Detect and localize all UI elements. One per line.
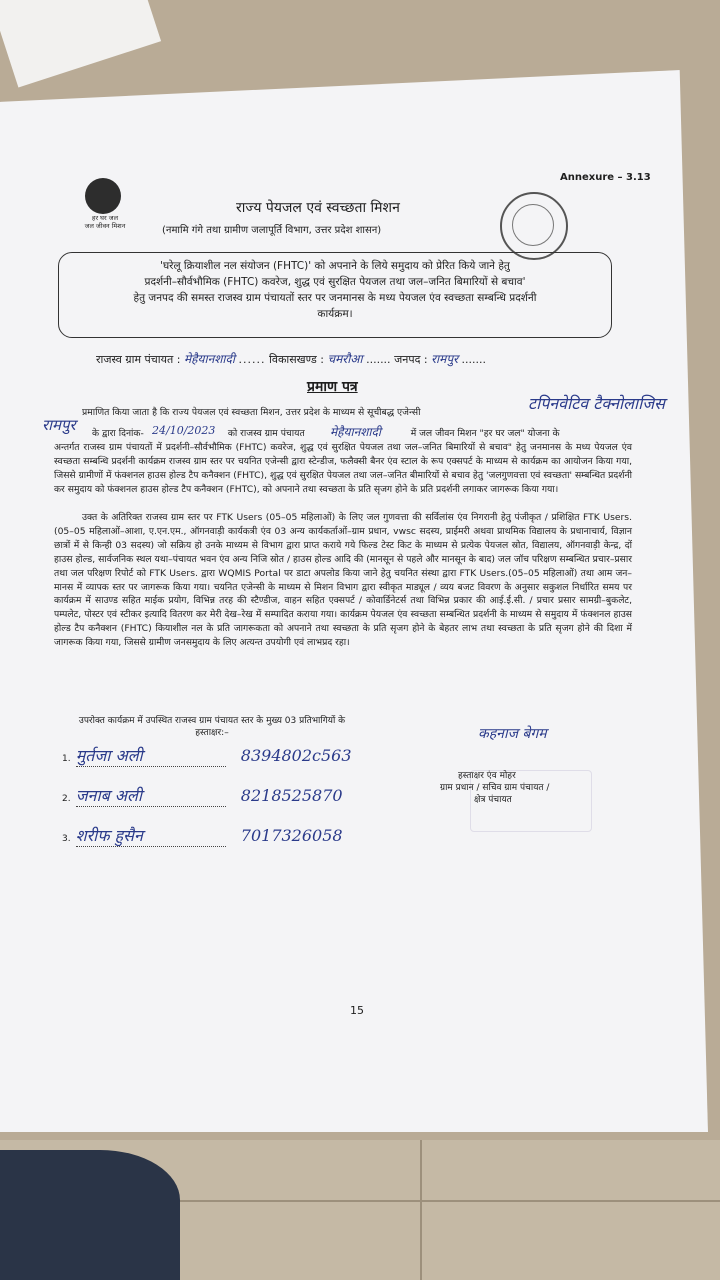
participant-name: मुर्तजा अली bbox=[76, 744, 226, 767]
para1-line1: प्रमाणित किया जाता है कि राज्य पेयजल एवं स्वच्छता मिशन, उत्तर प्रदेश के माध्यम से सूचीबद्ध एजेन्सी bbox=[82, 407, 421, 418]
participant-phone: 8218525870 bbox=[240, 786, 343, 805]
program-banner-text bbox=[64, 258, 606, 322]
para1-body: अन्तर्गत राजस्व ग्राम पंचायतों में प्रदर्शनी–सौर्वभौमिक (FHTC) कवरेज, शुद्ध एवं सुरक्षित पेयजल तथा जल–जनित बिमारियों से बचाव" हेतु जनमानस के मध्य पेयजल एंव स्वच्छता सम्बन्धि प्रदर्शनी कार्यक्रम राजस्व ग्राम स्तर पर चयनित एजेन्सी द्वारा स्टेन्डीज, फलैक्सी बैनर एंव स्टाल के रूप एक्सपर्ट के माध्यम से कार्यक्रम का आयोजन किया गया, जिससे ग्रामीणों में फंक्शनल हाउस होल्ड टैप कनैक्शन (FHTC), शुद्ध एवं सुरक्षित पेयजल तथा जल–जनित बीमारियों से बचाव हेतु 'जलगुणवत्ता एवं स्वच्छता' सम्बन्धित प्रदर्शनी कर समुदाय को फंक्शनल हाउस होल्ड टैप कनैक्शन (FHTC), को अपनाने तथा स्वच्छता के प्रति सृजग होने के प्रति प्रदर्शनी लगाकर जागरूक किया गया। bbox=[54, 442, 632, 495]
gp-label: राजस्व ग्राम पंचायत : bbox=[96, 353, 181, 366]
background-paper bbox=[0, 0, 161, 87]
participant-row-2: 2. जनाब अली 8218525870 bbox=[62, 786, 343, 805]
agency-name-handwritten: टपिनवेटिव टैक्नोलाजिस bbox=[528, 394, 665, 413]
mission-title: राज्य पेयजल एवं स्वच्छता मिशन bbox=[236, 200, 400, 216]
location-fields: राजस्व ग्राम पंचायत : मेहैयानशादी ...... विकासखण्ड : चमरौआ ....... जनपद : रामपुर ....... bbox=[96, 352, 487, 366]
participant-phone: 7017326058 bbox=[240, 826, 343, 845]
page-number: 15 bbox=[350, 1004, 364, 1017]
para2-body: उक्त के अतिरिक्त राजस्व ग्राम स्तर पर FTK Users (05–05 महिलाओं) के लिए जल गुणवत्ता की सर्विलांस एंव निगरानी हेतु पंजीकृत / प्रशिक्षित FTK Users.(05–05 महिलाओं–आशा, ए.एन.एम., ऑगनवाड़ी कार्यकत्री एंव 03 अन्य कार्यकर्ताओं–ग्राम प्रधान, vwsc सदस्य, प्राईमरी अथवा प्राथमिक विद्यालय के प्रधानाचार्य, विज्ञान छात्रों में से किन्ही 03 सदस्य) जो सक्रिय हो उनके माध्यम से विभाग द्वारा प्राप्त कराये गये फिल्ड टेस्ट किट के माध्यम से प्रत्येक पेयजल स्रोत, विद्यालय, ऑगनवाड़ी केन्द्र, दों हाउस होल्ड, सार्वजनिक स्थल यथा–पंचायत भवन एंव अन्य निजि स्रोत / हाउस होल्ड आदि की (मानसून से पहले और मानसून के बाद) जल जॉच परिक्षण सम्बन्धित प्रचार–प्रसार तथा जल परिक्षण रिपोर्ट को FTK Users. द्वारा WQMIS Portal पर डाटा अपलोड किया जाने हेतु चयनित संस्था द्वारा FTK Users.(05–05 महिलाओं) तथा आम जन–मानस में व्यापक स्तर पर जागरूक किया गया। चयनित एजेन्सी के माध्यम से मिशन विभाग द्वारा स्वीकृत माड्यूल / व्यय बजट विवरण के अनुसार सकुशल निर्धारित समय पर कार्यक्रम में साउण्ड सहित माईक प्रयोग, विभिन्न तरह की स्टैण्डीज, वाहन सहित एक्सपर्ट / कोवार्डिनेटर्स तथा विभिन्न प्रकार की आई.ई.सी. / प्रचार प्रसार सामग्री–बुकलेट, पम्पलेट, पोस्टर एवं स्टीकर इत्यादि वितरण कर मेरी देख–रेख में सम्पादित कराया गया। कार्यक्रम पेयजल एंव स्वच्छता सम्बन्धित प्रदर्शनी के माध्यम से समुदाय में फंक्शनल हाउस होल्ड टैप कनैक्शन (FHTC) कियाशील नल के प्रति जागरूकता को अपनाने तथा स्वच्छता के प्रति सृजग होने के बेहतर लाभ तथा स्वच्छता के प्रति सृजग होने की दिशा में जागरूक किया गया, जिससे ग्रामीण जनसमुदाय के लिए अत्यन्त उपयोगी एवं लाभप्रद रहा। bbox=[54, 512, 632, 649]
banner-line: 'घरेलू क्रियाशील नल संयोजन (FHTC)' को अपनाने के लिये समुदाय को प्रेरित किये जाने हेतु bbox=[160, 260, 510, 272]
date-handwritten: 24/10/2023 bbox=[152, 424, 216, 437]
pradhan-signature: कहनाज बेगम bbox=[478, 726, 547, 742]
fabric-corner bbox=[0, 1150, 180, 1280]
participant-row-3: 3. शरीफ हुसैन 7017326058 bbox=[62, 826, 343, 845]
banner-line: कार्यक्रम। bbox=[317, 308, 353, 320]
village-handwritten: मेहैयानशादी bbox=[330, 425, 382, 439]
seal-inner-ring bbox=[512, 204, 554, 246]
district-handwritten: रामपुर bbox=[42, 416, 76, 434]
participants-heading: उपरोक्त कार्यक्रम में उपस्थित राजस्व ग्राम पंचायत स्तर के मुख्य 03 प्रतिभागियों के हस्ताक्षर:– bbox=[78, 716, 346, 738]
signatory-label: हस्ताक्षर एंव मोहर ग्राम प्रधान / सचिव ग्राम पंचायत / क्षेत्र पंचायत bbox=[440, 771, 550, 805]
banner-line: हेतु जनपद की समस्त राजस्व ग्राम पंचायतों स्तर पर जनमानस के मध्य पेयजल एंव स्वच्छता सम्बन्धि प्रदर्शनी bbox=[133, 292, 537, 304]
district-label: जनपद : bbox=[394, 353, 428, 366]
gp-value: मेहैयानशादी bbox=[183, 352, 235, 366]
floor-seam bbox=[420, 1140, 422, 1280]
block-value: चमरौआ bbox=[327, 352, 363, 366]
participant-row-1: 1. मुर्तजा अली 8394802c563 bbox=[62, 746, 352, 765]
mission-subtitle: (नमामि गंगे तथा ग्रामीण जलापूर्ति विभाग, उत्तर प्रदेश शासन) bbox=[162, 225, 382, 236]
participant-name: शरीफ हुसैन bbox=[76, 824, 226, 847]
banner-line: प्रदर्शनी–सौर्वभौमिक (FHTC) कवरेज, शुद्ध एवं सुरक्षित पेयजल तथा जल–जनित बिमारियों से बचाव' bbox=[144, 276, 526, 288]
logo-left-caption: हर घर जल जल जीवन मिशन bbox=[84, 214, 126, 230]
certificate-heading: प्रमाण पत्र bbox=[307, 379, 358, 395]
annexure-label: Annexure – 3.13 bbox=[560, 172, 651, 183]
para1-line2: के द्वारा दिनांक- को राजस्व ग्राम पंचायत में जल जीवन मिशन "हर घर जल" योजना के bbox=[92, 428, 560, 439]
block-label: विकासखण्ड : bbox=[268, 353, 324, 366]
district-value: रामपुर bbox=[431, 352, 459, 366]
participant-name: जनाब अली bbox=[76, 784, 226, 807]
participant-phone: 8394802c563 bbox=[240, 746, 352, 765]
har-ghar-jal-logo-icon bbox=[85, 178, 121, 214]
